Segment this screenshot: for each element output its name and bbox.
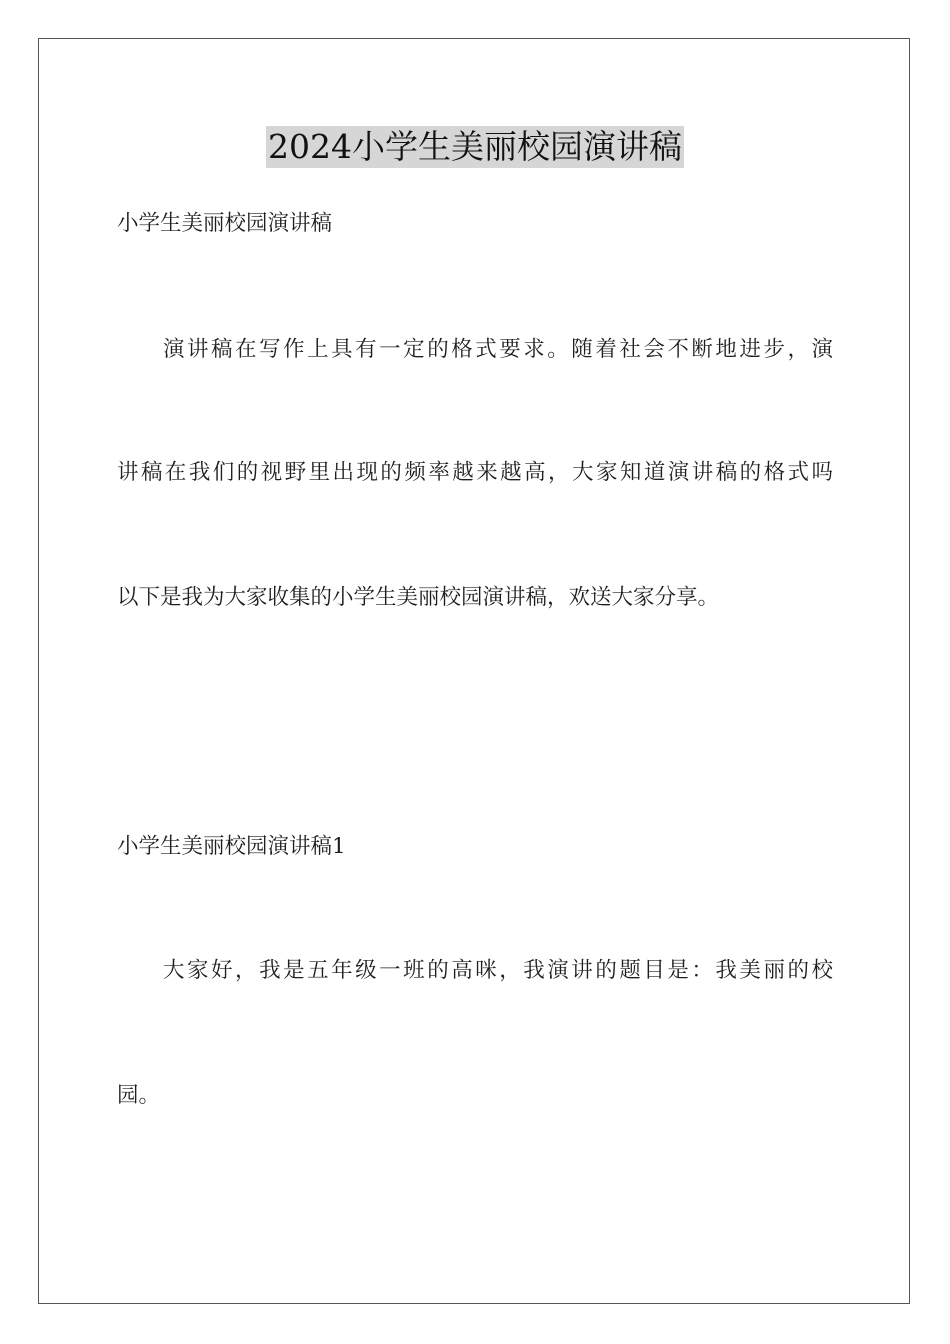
intro-line-1: 演讲稿在写作上具有一定的格式要求。随着社会不断地进步，演 (163, 337, 833, 362)
intro-line-2: 讲稿在我们的视野里出现的频率越来越高，大家知道演讲稿的格式吗 (117, 460, 833, 485)
section-line-2: 园。 (117, 1083, 161, 1108)
document-subtitle: 小学生美丽校园演讲稿 (117, 211, 333, 236)
intro-line-3: 以下是我为大家收集的小学生美丽校园演讲稿，欢送大家分享。 (117, 585, 720, 610)
section-line-1: 大家好，我是五年级一班的高咪，我演讲的题目是：我美丽的校 (163, 958, 833, 983)
document-title: 2024小学生美丽校园演讲稿 (268, 127, 682, 166)
title-container (0, 126, 950, 168)
section-heading: 小学生美丽校园演讲稿1 (117, 834, 346, 859)
